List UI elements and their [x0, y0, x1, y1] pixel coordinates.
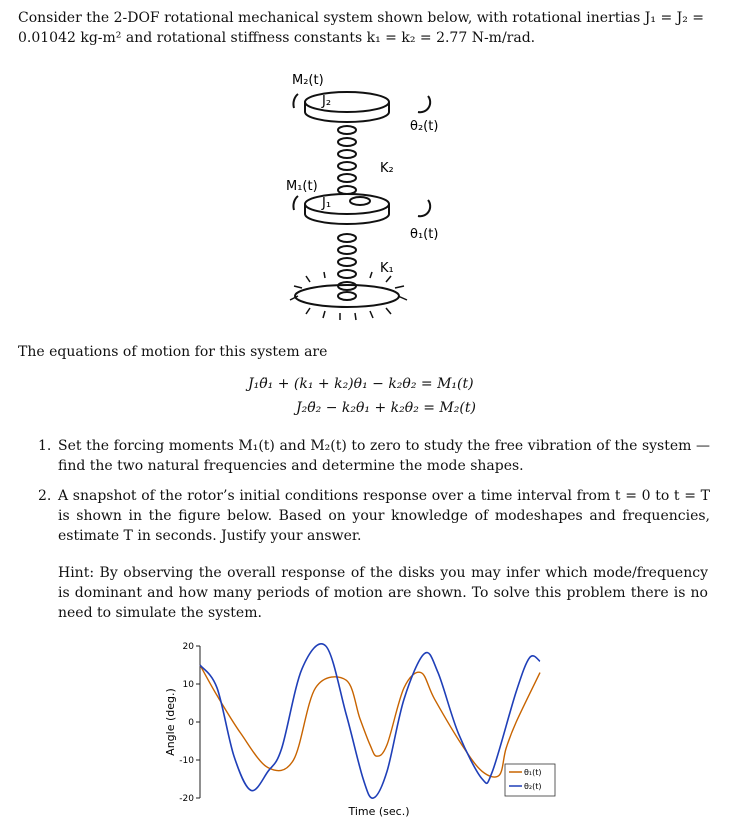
label-k2: K₂ — [380, 161, 394, 176]
equation-1: J₁θ̈₁ + (k₁ + k₂)θ₁ − k₂θ₂ = M₁(t) — [248, 376, 474, 392]
response-chart — [160, 638, 560, 826]
question-1 — [38, 436, 710, 476]
legend — [505, 764, 555, 796]
legend-label-theta1: θ₁(t) — [524, 768, 542, 777]
spring-k1 — [338, 234, 356, 300]
y-tick-label: -10 — [179, 756, 194, 766]
y-axis-label: Angle (deg.) — [164, 688, 177, 756]
label-theta2: θ₂(t) — [410, 119, 439, 134]
rotor-diagram — [280, 68, 440, 328]
y-tick-label: 0 — [188, 718, 194, 728]
rotation-arrow-theta1 — [418, 200, 430, 216]
y-tick-label: -20 — [179, 794, 194, 804]
label-j2: J₂ — [322, 94, 332, 109]
hint-text: Hint: By observing the overall response of the disks you may infer which mode/frequency is dominant and how many periods of motion are shown. To solve this problem there is no need to simulate the system. — [58, 565, 708, 621]
label-m2: M₂(t) — [292, 73, 324, 88]
label-theta1: θ₁(t) — [410, 227, 439, 242]
spring-k2 — [338, 126, 356, 194]
question-1-text: Set the forcing moments M₁(t) and M₂(t) to zero to study the free vibration of the system — find the two natural frequencies and determine the mode shapes. — [58, 438, 710, 474]
intro-line-2: 0.01042 kg-m² and rotational stiffness constants k₁ = k₂ = 2.77 N-m/rad. — [18, 30, 536, 46]
question-2-text: A snapshot of the rotor’s initial conditions response over a time interval from t = 0 to t = T is shown in the figure below. Based on your knowledge of modeshapes and frequencies, estimate T in seconds. Justify your answer. — [58, 488, 710, 544]
equation-2: J₂θ̈₂ − k₂θ₁ + k₂θ₂ = M₂(t) — [296, 400, 476, 416]
intro-line-1: Consider the 2-DOF rotational mechanical system shown below, with rotational inertias J₁ = J₂ = — [18, 10, 705, 26]
rotation-arrow-theta2 — [418, 96, 430, 112]
x-axis-label: Time (sec.) — [348, 805, 410, 818]
question-1-number: 1. — [38, 438, 52, 454]
y-tick-label: 10 — [182, 680, 194, 690]
question-2-number: 2. — [38, 488, 52, 504]
y-ticks — [179, 642, 200, 804]
label-k1: K₁ — [380, 261, 394, 276]
moment-arrow-m1 — [293, 196, 298, 210]
label-m1: M₁(t) — [286, 179, 318, 194]
label-j1: J₁ — [322, 196, 332, 211]
legend-label-theta2: θ₂(t) — [524, 782, 542, 791]
moment-arrow-m2 — [293, 94, 298, 108]
equations-intro: The equations of motion for this system are — [18, 344, 328, 360]
question-2 — [38, 486, 710, 546]
y-tick-label: 20 — [182, 642, 194, 652]
